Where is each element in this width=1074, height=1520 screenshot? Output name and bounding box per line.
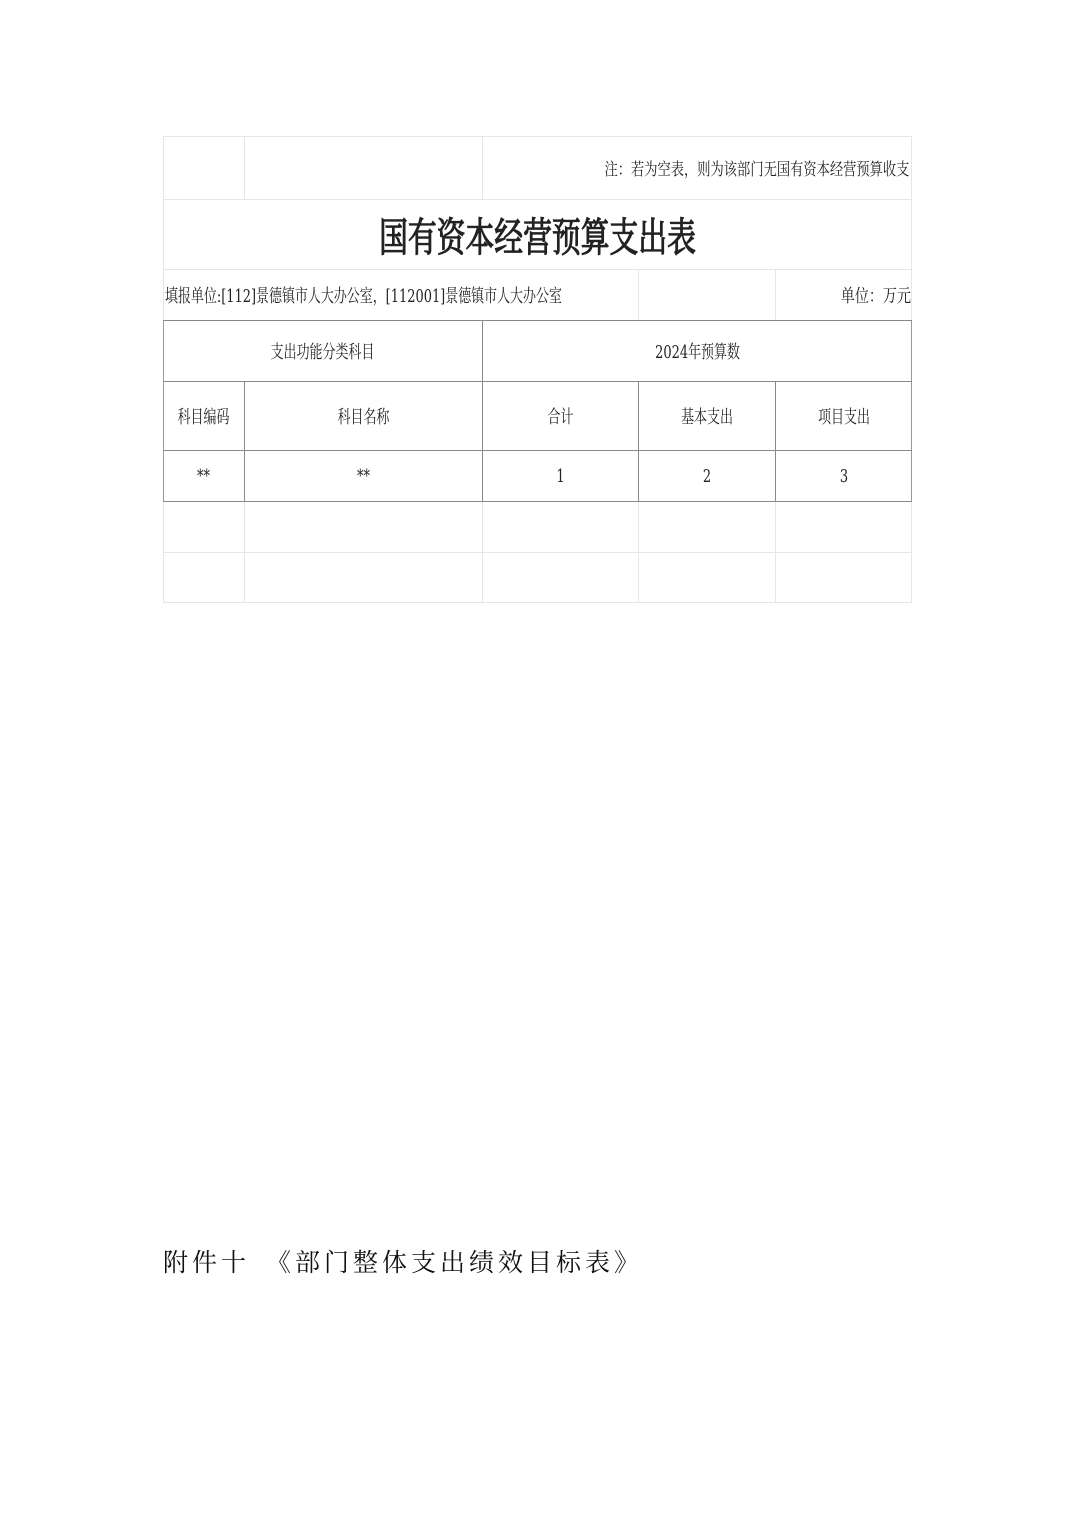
grid-line xyxy=(244,502,245,603)
table-col-rule xyxy=(638,381,639,502)
grid-line xyxy=(244,136,245,199)
grid-line xyxy=(482,136,483,199)
budget-sheet xyxy=(163,136,912,603)
grid-line xyxy=(638,502,639,603)
index-cell: 2 xyxy=(702,465,712,487)
attachment-heading xyxy=(163,1243,643,1279)
table-col-rule xyxy=(775,381,776,502)
header-budget-year: 2024年预算数 xyxy=(655,342,740,363)
index-cell: 1 xyxy=(556,465,565,487)
column-header-total: 合计 xyxy=(547,407,574,428)
grid-line xyxy=(638,269,639,321)
table-col-rule xyxy=(244,381,245,502)
reporting-unit: 填报单位:[112]景德镇市人大办公室，[112001]景德镇市人大办公室 xyxy=(165,286,562,307)
currency-unit: 单位：万元 xyxy=(840,286,911,307)
attachment-name: 《部门整体支出绩效目标表》 xyxy=(266,1248,644,1277)
index-cell: 3 xyxy=(839,465,849,487)
column-header-subject-name: 科目名称 xyxy=(337,407,390,428)
grid-line xyxy=(482,502,483,603)
table-bottom-rule xyxy=(163,501,912,502)
index-cell: ** xyxy=(197,465,210,487)
grid-line xyxy=(163,552,912,553)
column-header-basic-expenditure: 基本支出 xyxy=(681,407,733,428)
grid-line xyxy=(163,602,912,603)
grid-line xyxy=(775,502,776,603)
grid-line xyxy=(775,269,776,321)
column-header-project-expenditure: 项目支出 xyxy=(818,407,870,428)
index-cell: ** xyxy=(357,465,370,487)
page-title: 国有资本经营预算支出表 xyxy=(379,214,696,261)
attachment-label: 附件十 xyxy=(163,1248,251,1277)
empty-table-note: 注：若为空表，则为该部门无国有资本经营预算收支 xyxy=(604,160,910,180)
header-function-category: 支出功能分类科目 xyxy=(270,342,375,363)
column-header-subject-code: 科目编码 xyxy=(177,407,230,428)
table-col-rule xyxy=(482,320,483,502)
